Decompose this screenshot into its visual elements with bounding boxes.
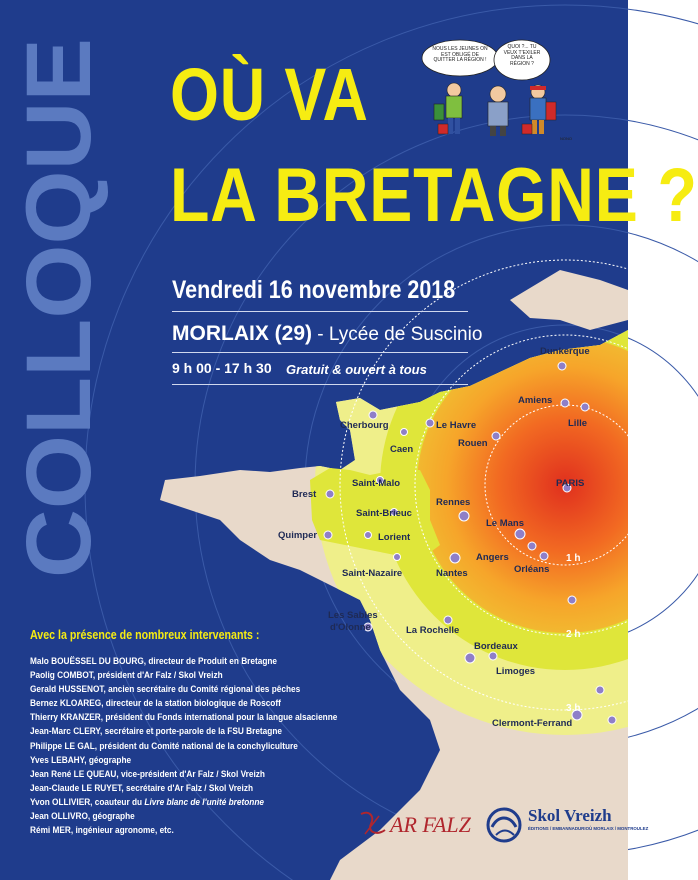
skol-vreizh-emblem-icon bbox=[484, 805, 524, 845]
colloque-text: COLLOQUE bbox=[8, 56, 110, 578]
city-saint-malo: Saint-Malo bbox=[352, 478, 401, 489]
speaker-book-title: Livre blanc de l'unité bretonne bbox=[144, 796, 264, 807]
city-rennes: Rennes bbox=[436, 497, 471, 508]
event-admission: Gratuit & ouvert à tous bbox=[286, 362, 427, 377]
speakers-heading: Avec la présence de nombreux intervenants : bbox=[30, 627, 260, 642]
city-lille: Lille bbox=[568, 418, 588, 429]
event-hours: 9 h 00 - 17 h 30 bbox=[172, 360, 272, 376]
speaker-item: Bernez KLOAREG, directeur de la station biologique de Roscoff bbox=[30, 698, 281, 709]
skol-vreizh-subtitle: ÉDITIONS / EMBANNADURIOÙ MORLAIX / MONTROULEZ bbox=[528, 826, 649, 831]
city-dunkerque: Dunkerque bbox=[540, 346, 590, 357]
city-quimper: Quimper bbox=[278, 530, 318, 541]
speaker-item: Jean-Claude LE RUYET, secrétaire d'Ar Falz / Skol Vreizh bbox=[30, 782, 254, 793]
speakers-list bbox=[30, 654, 372, 837]
ring-label-2h: 2 h bbox=[566, 629, 581, 640]
speaker-item: Rémi MER, ingénieur agronome, etc. bbox=[30, 825, 174, 836]
speaker-item: Gerald HUSSENOT, ancien secrétaire du Comité régional des pêches bbox=[30, 684, 301, 695]
event-city: MORLAIX (29) bbox=[172, 322, 313, 345]
bubble-right-text: QUOI ?... TU VEUX T'EXILER DANS LA RÉGION ? bbox=[503, 44, 541, 67]
divider-1 bbox=[172, 311, 468, 312]
event-place bbox=[172, 322, 482, 346]
city-orleans: Orléans bbox=[514, 564, 550, 575]
ring-label-1h: 1 h bbox=[566, 553, 581, 564]
city-saint-brieuc: Saint-Brieuc bbox=[356, 508, 412, 519]
city-limoges: Limoges bbox=[496, 666, 536, 677]
city-amiens: Amiens bbox=[518, 395, 553, 406]
event-date: Vendredi 16 novembre 2018 bbox=[172, 276, 456, 304]
character-middle bbox=[488, 86, 508, 136]
speaker-item: Jean OLLIVRO, géographe bbox=[30, 811, 135, 822]
city-paris: PARIS bbox=[556, 478, 585, 489]
colloque-vertical-title bbox=[4, 30, 110, 590]
event-venue: - Lycée de Suscinio bbox=[312, 324, 483, 345]
title-line-2: LA BRETAGNE ? bbox=[170, 153, 698, 238]
character-right bbox=[522, 85, 556, 134]
city-caen: Caen bbox=[390, 444, 414, 455]
speaker-item: Jean-Marc CLERY, secrétaire et porte-parole de la FSU Bretagne bbox=[30, 726, 282, 737]
bubble-left-text: NOUS LES JEUNES ON EST OBLIGÉ DE QUITTER LA RÉGION ! bbox=[432, 46, 488, 64]
city-angers: Angers bbox=[476, 552, 509, 563]
cartoon-signature: NONO bbox=[560, 136, 572, 141]
uk-coast bbox=[510, 270, 628, 330]
speaker-item: Philippe LE GAL, président du Comité national de la conchyliculture bbox=[30, 740, 298, 751]
character-left bbox=[434, 83, 462, 134]
arfalz-logo-text: AR FALZ bbox=[390, 812, 471, 837]
city-brest: Brest bbox=[292, 489, 317, 500]
speaker-item: Thierry KRANZER, président du Fonds international pour la langue alsacienne bbox=[30, 712, 338, 723]
city-cherbourg: Cherbourg bbox=[340, 420, 389, 431]
divider-2 bbox=[172, 352, 468, 353]
speaker-item: Malo BOUËSSEL DU BOURG, directeur de Produit en Bretagne bbox=[30, 656, 278, 666]
city-clermont-ferrand: Clermont-Ferrand bbox=[492, 718, 573, 729]
speaker-text: Yvon OLLIVIER, coauteur du bbox=[30, 796, 145, 807]
cartoon-illustration bbox=[418, 38, 578, 142]
speaker-item: Paolig COMBOT, président d'Ar Falz / Skol Vreizh bbox=[30, 670, 223, 681]
title-line-1: OÙ VA bbox=[170, 53, 369, 136]
city-le-mans: Le Mans bbox=[486, 518, 525, 529]
city-nantes: Nantes bbox=[436, 568, 468, 579]
divider-3 bbox=[172, 384, 468, 385]
city-le-havre: Le Havre bbox=[436, 420, 477, 431]
city-la-rochelle: La Rochelle bbox=[406, 625, 460, 636]
city-les-sables: Les Sables bbox=[328, 610, 378, 621]
speaker-item: Yves LEBAHY, géographe bbox=[30, 754, 132, 765]
city-saint-nazaire: Saint-Nazaire bbox=[342, 568, 403, 579]
city-olonne: d'Olonne bbox=[330, 622, 371, 633]
ring-label-3h: 3 h bbox=[566, 703, 581, 714]
speaker-item bbox=[30, 795, 337, 809]
city-lorient: Lorient bbox=[378, 532, 411, 543]
speaker-item: Jean René LE QUEAU, vice-président d'Ar Falz / Skol Vreizh bbox=[30, 768, 265, 779]
city-bordeaux: Bordeaux bbox=[474, 641, 518, 652]
skol-vreizh-logo-text: Skol Vreizh bbox=[528, 806, 612, 825]
city-rouen: Rouen bbox=[458, 438, 488, 449]
